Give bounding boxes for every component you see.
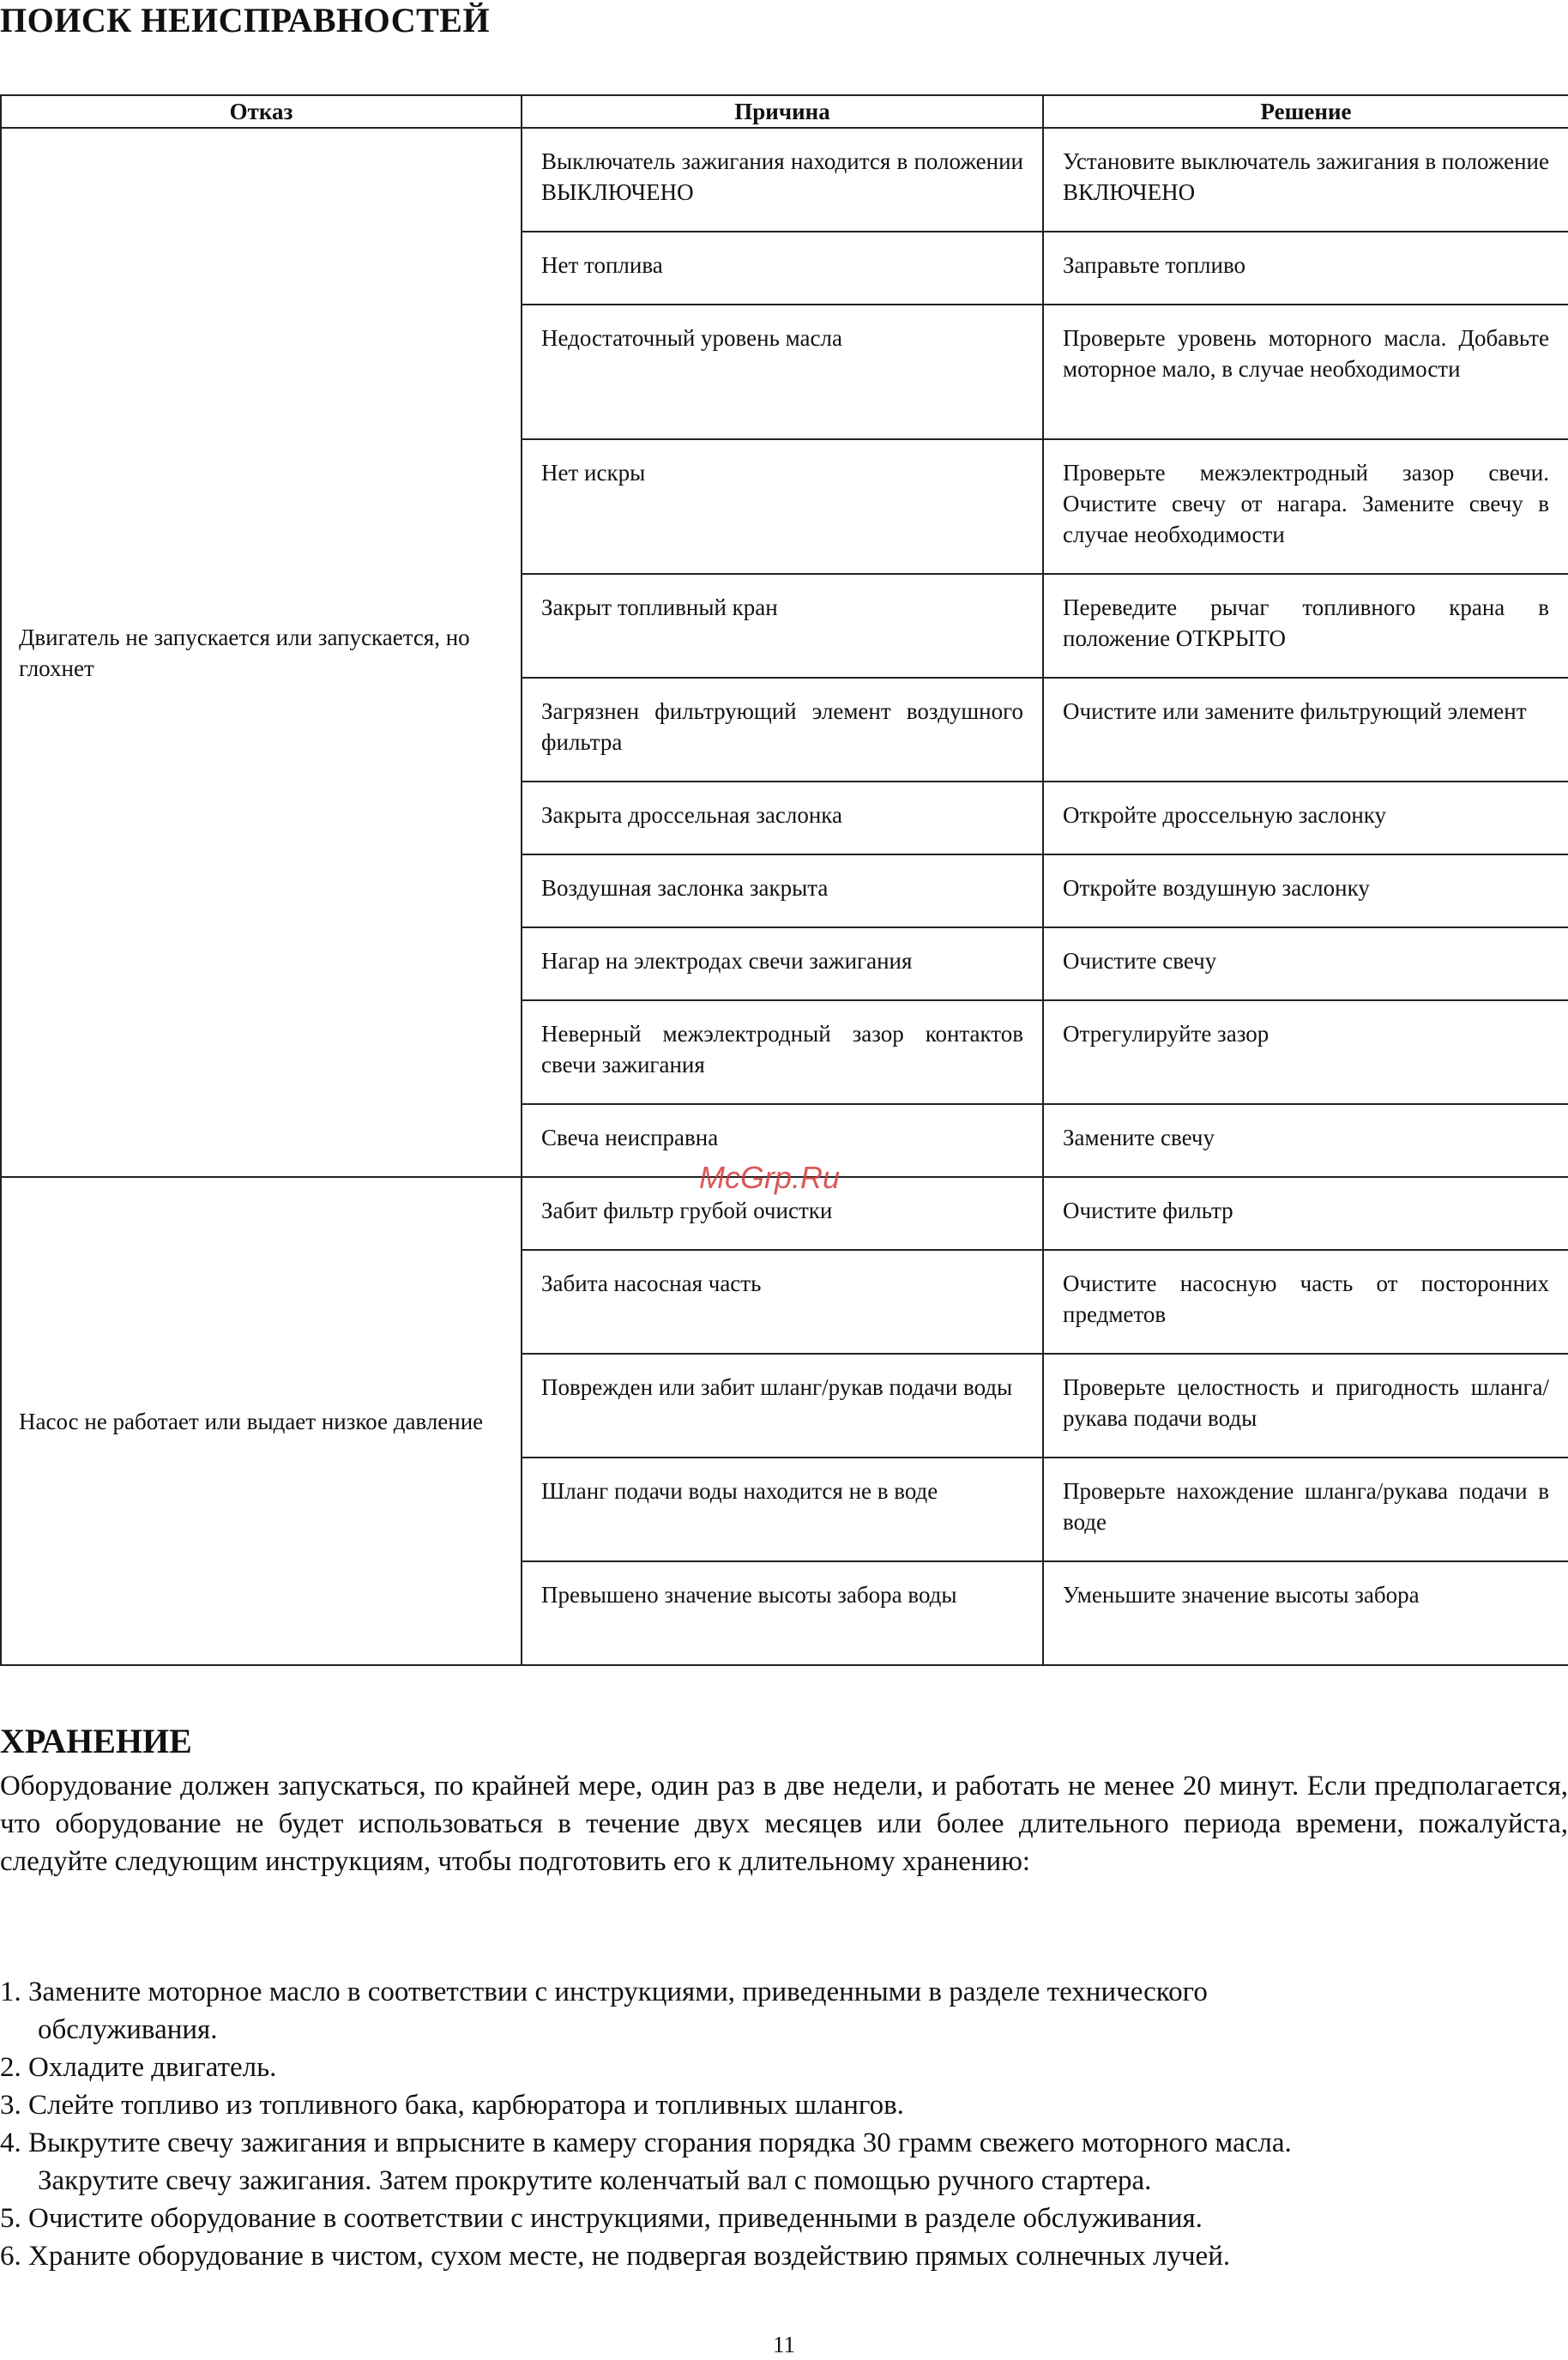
solution-cell: Очистите насосную часть от посторонних предметов bbox=[1043, 1250, 1568, 1354]
cause-cell: Забита насосная часть bbox=[522, 1250, 1043, 1354]
cause-cell: Поврежден или забит шланг/рукав подачи воды bbox=[522, 1354, 1043, 1458]
fault-cell: Насос не работает или выдает низкое давление bbox=[1, 1177, 522, 1665]
step-text: 5. Очистите оборудование в соответствии с инструкциями, приведенными в разделе обслуживания. bbox=[0, 2203, 1203, 2234]
storage-title: ХРАНЕНИЕ bbox=[0, 1722, 192, 1760]
step-continuation: Закрутите свечу зажигания. Затем прокрутите коленчатый вал с помощью ручного стартера. bbox=[38, 2165, 1152, 2196]
solution-cell: Замените свечу bbox=[1043, 1104, 1568, 1177]
solution-cell: Отрегулируйте зазор bbox=[1043, 1000, 1568, 1104]
cause-cell: Свеча неисправна bbox=[522, 1104, 1043, 1177]
list-item bbox=[0, 2049, 1568, 2086]
fault-cell: Двигатель не запускается или запускается, но глохнет bbox=[1, 128, 522, 1177]
cause-cell: Закрыта дроссельная заслонка bbox=[522, 782, 1043, 854]
solution-cell: Откройте воздушную заслонку bbox=[1043, 854, 1568, 927]
watermark: McGrp.Ru bbox=[699, 1160, 841, 1195]
step-text: 4. Выкрутите свечу зажигания и впрысните в камеру сгорания порядка 30 грамм свежего моторного масла. bbox=[0, 2128, 1292, 2158]
solution-cell: Проверьте межэлектродный зазор свечи. Очистите свечу от нагара. Замените свечу в случае необходимости bbox=[1043, 439, 1568, 574]
troubleshooting-title: ПОИСК НЕИСПРАВНОСТЕЙ bbox=[0, 1, 491, 39]
list-item bbox=[0, 1973, 1568, 2049]
cause-cell: Нагар на электродах свечи зажигания bbox=[522, 927, 1043, 1000]
cause-cell: Недостаточный уровень масла bbox=[522, 305, 1043, 439]
header-solution: Решение bbox=[1043, 95, 1568, 128]
solution-cell: Проверьте целостность и пригодность шланга/рукава подачи воды bbox=[1043, 1354, 1568, 1458]
cause-cell: Неверный межэлектродный зазор контактов свечи зажигания bbox=[522, 1000, 1043, 1104]
cause-cell: Воздушная заслонка закрыта bbox=[522, 854, 1043, 927]
step-text: 6. Храните оборудование в чистом, сухом месте, не подвергая воздействию прямых солнечных лучей. bbox=[0, 2241, 1231, 2272]
solution-cell: Проверьте нахождение шланга/рукава подачи в воде bbox=[1043, 1458, 1568, 1561]
solution-cell: Уменьшите значение высоты забора bbox=[1043, 1561, 1568, 1665]
cause-cell: Нет искры bbox=[522, 439, 1043, 574]
solution-cell: Очистите фильтр bbox=[1043, 1177, 1568, 1250]
solution-cell: Установите выключатель зажигания в положение ВКЛЮЧЕНО bbox=[1043, 128, 1568, 232]
cause-cell: Шланг подачи воды находится не в воде bbox=[522, 1458, 1043, 1561]
table-row bbox=[1, 128, 1568, 232]
solution-cell: Очистите или замените фильтрующий элемент bbox=[1043, 678, 1568, 782]
list-item bbox=[0, 2200, 1568, 2237]
step-text: 1. Замените моторное масло в соответствии с инструкциями, приведенными в разделе технического bbox=[0, 1977, 1208, 2007]
list-item bbox=[0, 2124, 1568, 2200]
troubleshooting-table bbox=[0, 94, 1568, 1666]
step-text: 3. Слейте топливо из топливного бака, карбюратора и топливных шлангов. bbox=[0, 2090, 904, 2121]
solution-cell: Заправьте топливо bbox=[1043, 232, 1568, 305]
step-text: 2. Охладите двигатель. bbox=[0, 2052, 277, 2083]
solution-cell: Очистите свечу bbox=[1043, 927, 1568, 1000]
cause-cell: Загрязнен фильтрующий элемент воздушного фильтра bbox=[522, 678, 1043, 782]
cause-cell: Превышено значение высоты забора воды bbox=[522, 1561, 1043, 1665]
table-header-row bbox=[1, 95, 1568, 128]
header-fault: Отказ bbox=[1, 95, 522, 128]
list-item bbox=[0, 2237, 1568, 2275]
solution-cell: Проверьте уровень моторного масла. Добавьте моторное мало, в случае необходимости bbox=[1043, 305, 1568, 439]
cause-cell: Выключатель зажигания находится в положении ВЫКЛЮЧЕНО bbox=[522, 128, 1043, 232]
list-item bbox=[0, 2086, 1568, 2124]
cause-cell: Закрыт топливный кран bbox=[522, 574, 1043, 678]
storage-steps-list bbox=[0, 1973, 1568, 2275]
header-cause: Причина bbox=[522, 95, 1043, 128]
solution-cell: Откройте дроссельную заслонку bbox=[1043, 782, 1568, 854]
solution-cell: Переведите рычаг топливного крана в положение ОТКРЫТО bbox=[1043, 574, 1568, 678]
cause-cell: Нет топлива bbox=[522, 232, 1043, 305]
cause-cell: Забит фильтр грубой очистки bbox=[522, 1177, 1043, 1250]
page-number: 11 bbox=[773, 2332, 795, 2357]
storage-intro: Оборудование должен запускаться, по крайней мере, один раз в две недели, и работать не менее 20 минут. Если предполагается, что оборудование не будет использоваться в течение двух месяцев или более длительного периода времени, пожалуйста, следуйте следующим инструкциям, чтобы подготовить его к длительному хранению: bbox=[0, 1771, 1568, 1877]
step-continuation: обслуживания. bbox=[38, 2014, 218, 2045]
